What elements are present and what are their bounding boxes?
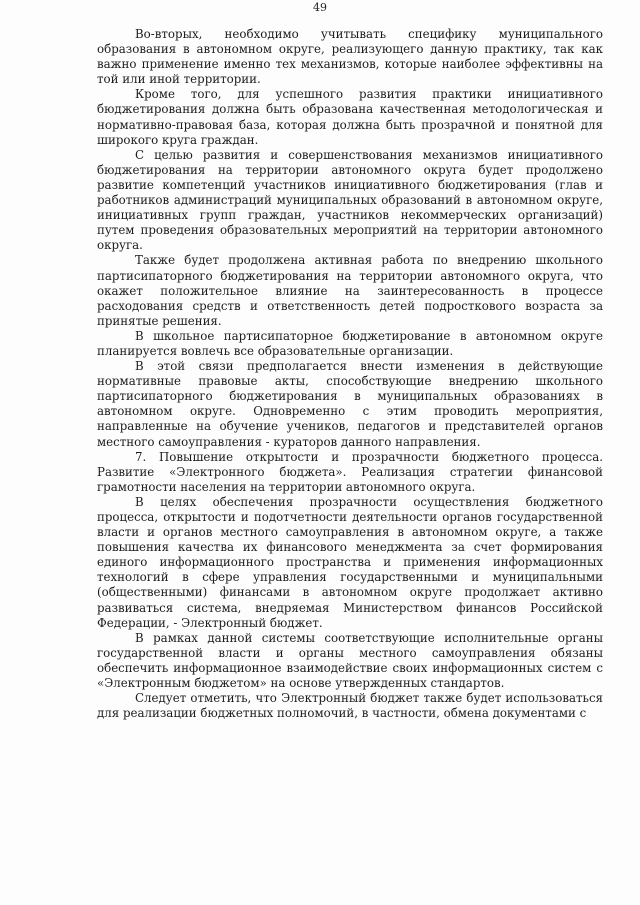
paragraph-5: В школьное партисипаторное бюджетирование в автономном округе планируется вовлечь все образовательные организации. [97, 328, 603, 358]
document-body [97, 27, 603, 721]
paragraph-9: В рамках данной системы соответствующие исполнительные органы государственной власти и органы местного самоуправления обязаны обеспечить информационное взаимодействие своих информационных систем с «Электронным бюджетом» на основе утвержденных стандартов. [97, 630, 603, 691]
paragraph-4: Также будет продолжена активная работа по внедрению школьного партисипаторного бюджетирования на территории автономного округа, что окажет положительное влияние на заинтересованность в процессе расходования средств и ответственность детей подросткового возраста за принятые решения. [97, 253, 603, 328]
paragraph-10: Следует отметить, что Электронный бюджет также будет использоваться для реализации бюджетных полномочий, в частности, обмена документами с [97, 691, 603, 721]
paragraph-8: В целях обеспечения прозрачности осуществления бюджетного процесса, открытости и подотчетности деятельности органов государственной власти и органов местного самоуправления в автономном округе, а также повышения качества их финансового менеджмента за счет формирования единого информационного пространства и применения информационных технологий в сфере управления государственными и муниципальными (общественными) финансами в автономном округе продолжает активно развиваться система, внедряемая Министерством финансов Российской Федерации, - Электронный бюджет. [97, 494, 603, 630]
paragraph-3: С целью развития и совершенствования механизмов инициативного бюджетирования на территории автономного округа будет продолжено развитие компетенций участников инициативного бюджетирования (глав и работников администраций муниципальных образований в автономном округе, инициативных групп граждан, участников некоммерческих организаций) путем проведения образовательных мероприятий на территории автономного округа. [97, 147, 603, 253]
section-heading-7: 7. Повышение открытости и прозрачности бюджетного процесса. Развитие «Электронного бюджета». Реализация стратегии финансовой грамотности населения на территории автономного округа. [97, 449, 603, 494]
paragraph-2: Кроме того, для успешного развития практики инициативного бюджетирования должна быть образована качественная методологическая и нормативно-правовая база, которая должна быть прозрачной и понятной для широкого круга граждан. [97, 87, 603, 147]
paragraph-6: В этой связи предполагается внести изменения в действующие нормативные правовые акты, способствующие внедрению школьного партисипаторного бюджетирования в муниципальных образованиях в автономном округе. Одновременно с этим проводить мероприятия, направленные на обучение учеников, педагогов и представителей органов местного самоуправления - кураторов данного направления. [97, 359, 603, 449]
page-number: 49 [313, 1, 327, 14]
paragraph-1: Во-вторых, необходимо учитывать специфику муниципального образования в автономном округе, реализующего данную практику, так как важно применение именно тех механизмов, которые наиболее эффективны на той или иной территории. [97, 27, 603, 87]
